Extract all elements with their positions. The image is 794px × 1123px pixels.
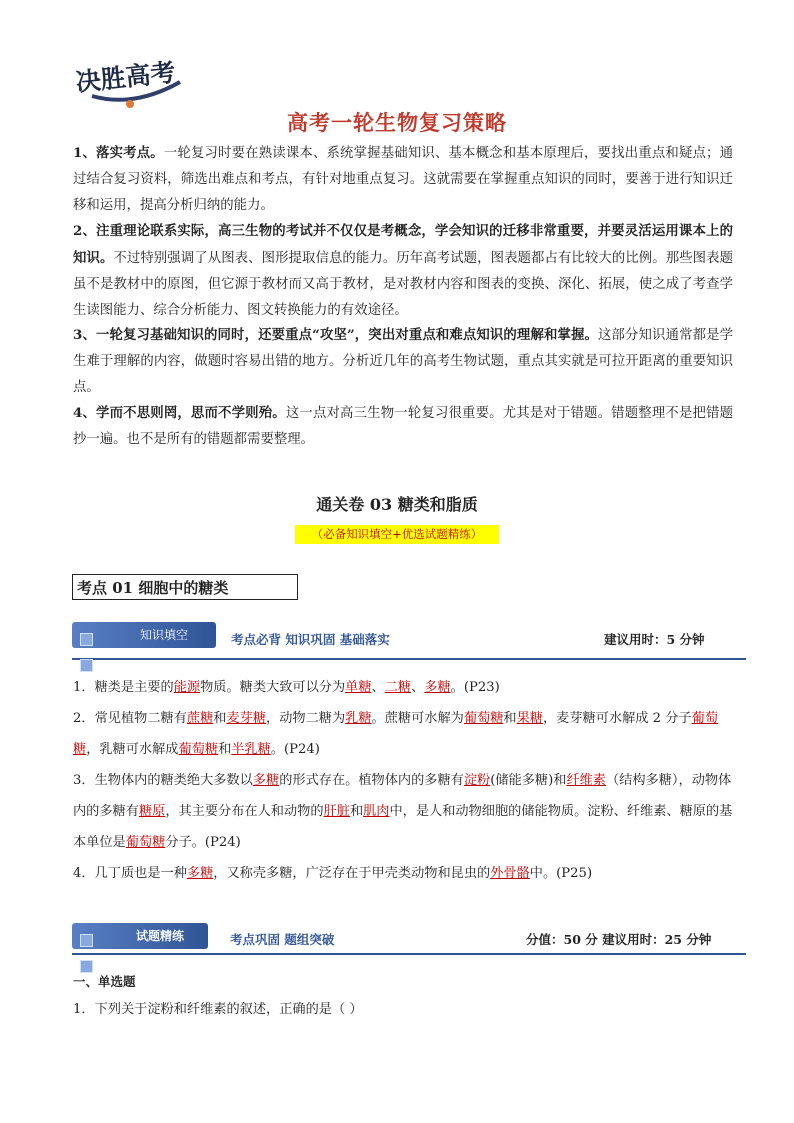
- item-text: 中。(P25): [529, 866, 593, 881]
- item-text: ，又称壳多糖，广泛存在于甲壳类动物和昆虫的: [213, 866, 491, 881]
- answer-blank: 果糖: [516, 711, 543, 726]
- answer-blank: 葡萄糖: [73, 711, 718, 757]
- item-text: 和: [218, 742, 232, 757]
- section-title: 通关卷 03 糖类和脂质: [316, 495, 478, 514]
- strategy-paragraph-2: 2、注重理论联系实际，高三生物的考试并不仅仅是考概念，学会知识的迁移非常重要，并要灵活运用课本上的知识。不过特别强调了从图表、图形提取信息的能力。历年高考试题，图表题都占有比较大的比例。那些图表题虽不是教材中的原图，但它源于教材而又高于教材，是对教材内容和图表的变换、深化、拓展，使之成了考查学生读图能力、综合分析能力、图文转换能力的有效途径。: [73, 223, 734, 318]
- item-text: 2．常见植物二糖有: [73, 711, 187, 726]
- item-text: ，麦芽糖可水解成 2 分子: [542, 711, 692, 726]
- answer-blank: 二糖: [384, 680, 412, 695]
- answer-blank: 纤维素: [566, 773, 606, 788]
- item-text: 、: [371, 680, 385, 695]
- practice-bar-line: [72, 953, 746, 955]
- strategy-paragraph-3: 3、一轮复习基础知识的同时，还要重点“攻坚”，突出对重点和难点知识的理解和掌握。这部分知识通常都是学生难于理解的内容，做题时容易出错的地方。分析近几年的高考生物试题，重点其实就是可拉开距离的重要知识点。: [73, 327, 733, 395]
- question-section-heading: 一、单选题: [73, 974, 136, 989]
- item-text: 3．生物体内的糖类绝大多数以: [73, 773, 253, 788]
- item-text: (储能多糖)和: [490, 773, 567, 788]
- item-text: ，乳糖可水解成: [86, 742, 179, 757]
- practice-bar-tab: [72, 923, 208, 949]
- answer-blank: 乳糖: [345, 711, 372, 726]
- logo-text: 决胜高考: [74, 57, 177, 97]
- answer-blank: 单糖: [345, 680, 372, 695]
- item-text: 4．几丁质也是一种: [73, 866, 187, 881]
- item-text: 中，是人和动物细胞的储能物质。淀粉、纤维素、糖原的基本单位是: [73, 804, 733, 850]
- answer-blank: 蔗糖: [186, 711, 214, 726]
- page-title: 高考一轮生物复习策略: [287, 111, 507, 135]
- knowledge-bar-middle: 考点必背 知识巩固 基础落实: [231, 632, 390, 647]
- item-text: 物质。糖类大致可以分为: [200, 680, 346, 695]
- fill-item-1: [73, 672, 733, 703]
- item-text: （结构多糖），动物体内的多糖有: [73, 773, 732, 819]
- practice-bar-label: 试题精练: [136, 929, 185, 943]
- item-text: ，其主要分布在人和动物的: [165, 804, 324, 819]
- practice-bar-info: 分值：50 分 建议用时：25 分钟: [526, 932, 712, 947]
- fill-item-4: [73, 858, 733, 889]
- section-subtitle: （必备知识填空+优选试题精练）: [295, 525, 499, 544]
- question-1: 1．下列关于淀粉和纤维素的叙述，正确的是（ ）: [73, 1002, 363, 1017]
- answer-blank: 肌肉: [363, 804, 390, 819]
- strategy-paragraph-1: 1、落实考点。一轮复习时要在熟读课本、系统掌握基础知识、基本概念和基本原理后，要找出重点和疑点；通过结合复习资料，筛选出难点和考点，有针对地重点复习。这就需要在掌握重点知识的同时，要善于进行知识迁移和运用，提高分析归纳的能力。: [73, 145, 733, 213]
- knowledge-bar-time: 建议用时：5 分钟: [604, 632, 705, 647]
- book-icon: [80, 629, 110, 641]
- answer-blank: 葡萄糖: [178, 742, 219, 757]
- answer-blank: 多糖: [252, 773, 280, 788]
- item-text: 。(P23): [450, 680, 500, 695]
- answer-blank: 葡萄糖: [125, 835, 166, 850]
- answer-blank: 能源: [173, 680, 201, 695]
- answer-blank: 麦芽糖: [226, 711, 267, 726]
- answer-blank: 肝脏: [323, 804, 350, 819]
- answer-blank: 半乳糖: [231, 742, 271, 757]
- item-text: 。(P24): [270, 742, 320, 757]
- item-text: ，动物二糖为: [266, 711, 346, 726]
- answer-blank: 多糖: [186, 866, 214, 881]
- item-text: 和: [349, 804, 364, 819]
- topic-heading: 考点 01 细胞中的糖类: [72, 574, 298, 600]
- book-icon: [80, 930, 110, 942]
- answer-blank: 葡萄糖: [463, 711, 504, 726]
- item-text: 和: [213, 711, 227, 726]
- practice-bar-middle: 考点巩固 题组突破: [230, 932, 335, 947]
- item-text: 、: [411, 680, 425, 695]
- item-text: 的形式存在。植物体内的多糖有: [279, 773, 464, 788]
- item-text: 1．糖类是主要的: [73, 680, 174, 695]
- knowledge-bar-label: 知识填空: [140, 628, 189, 642]
- item-text: 和: [503, 711, 517, 726]
- answer-blank: 多糖: [424, 680, 451, 695]
- fill-item-3: [73, 765, 733, 858]
- answer-blank: 糖原: [138, 804, 166, 819]
- knowledge-bar-tab: [72, 622, 216, 648]
- answer-blank: 淀粉: [463, 773, 491, 788]
- fill-item-2: [73, 703, 733, 765]
- item-text: 。蔗糖可水解为: [371, 711, 464, 726]
- strategy-paragraph-4: 4、学而不思则罔，思而不学则殆。这一点对高三生物一轮复习很重要。尤其是对于错题。错题整理不是把错题抄一遍。也不是所有的错题都需要整理。: [73, 405, 733, 447]
- item-text: 分子。(P24): [165, 835, 241, 850]
- knowledge-bar-line: [72, 658, 746, 660]
- answer-blank: 外骨骼: [490, 866, 530, 881]
